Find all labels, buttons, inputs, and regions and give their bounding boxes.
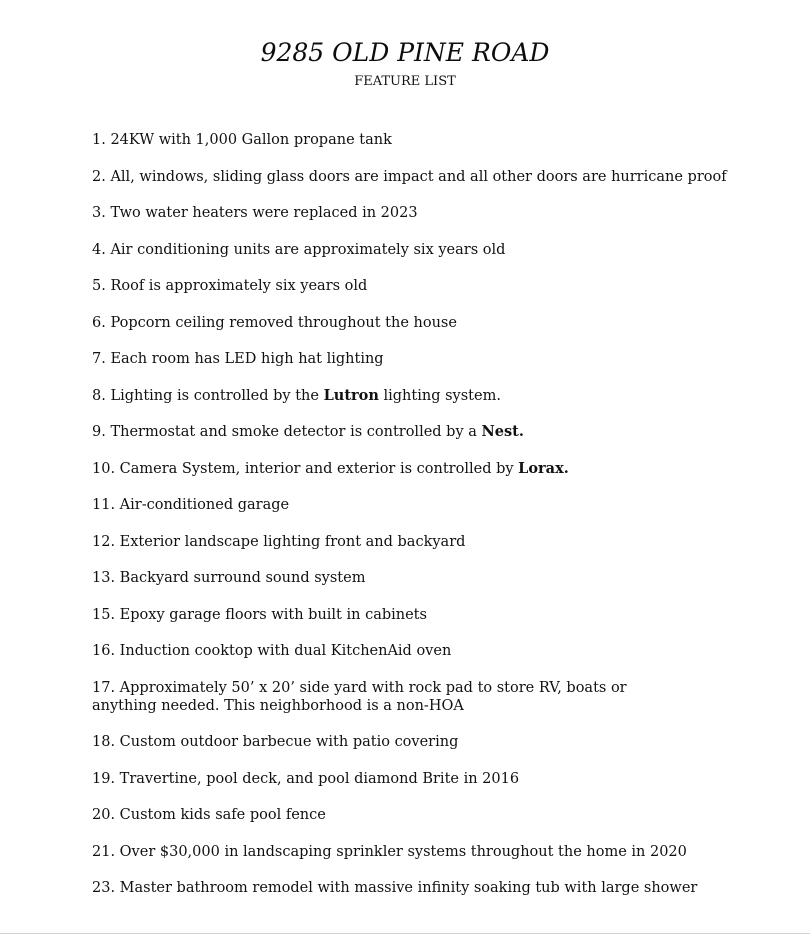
- item-text-pre: Lighting is controlled by the: [110, 387, 324, 404]
- brand-name: Lorax.: [518, 459, 569, 477]
- item-text: Two water heaters were replaced in 2023: [110, 205, 418, 221]
- item-text: Each room has LED high hat lighting: [110, 351, 384, 367]
- item-text: Approximately 50’ x 20’ side yard with rock pad to store RV, boats or anything needed. This neighborhood is a non-HOA: [92, 679, 627, 714]
- item-text: Master bathroom remodel with massive infinity soaking tub with large shower: [119, 880, 698, 896]
- list-item: [92, 806, 732, 824]
- item-text-pre: Thermostat and smoke detector is controlled by a: [110, 424, 482, 440]
- list-item: [92, 733, 732, 751]
- item-number: 1.: [92, 132, 106, 148]
- item-number: 23.: [92, 880, 116, 896]
- item-text: Custom kids safe pool fence: [119, 807, 326, 823]
- brand-name: Nest.: [481, 423, 524, 440]
- item-number: 8.: [92, 387, 106, 404]
- item-number: 12.: [92, 533, 116, 550]
- item-number: 6.: [92, 314, 106, 331]
- item-text-post: lighting system.: [378, 387, 501, 404]
- item-text: Popcorn ceiling removed throughout the house: [110, 314, 457, 331]
- item-text: Air conditioning units are approximately six years old: [110, 241, 506, 258]
- item-text: Epoxy garage floors with built in cabinets: [119, 606, 427, 623]
- item-number: 3.: [92, 205, 106, 221]
- list-item: [92, 314, 732, 332]
- item-text: Induction cooktop with dual KitchenAid oven: [119, 643, 452, 659]
- list-item: [92, 770, 732, 788]
- list-item: [92, 241, 732, 259]
- item-number: 5.: [92, 278, 106, 294]
- brand-name: Lutron: [323, 386, 379, 404]
- item-text: Roof is approximately six years old: [110, 278, 368, 294]
- item-text: Custom outdoor barbecue with patio covering: [119, 734, 459, 750]
- list-item: [92, 569, 732, 587]
- list-item: [92, 460, 732, 478]
- item-number: 7.: [92, 351, 106, 367]
- item-number: 15.: [92, 606, 116, 623]
- feature-list: [92, 131, 732, 897]
- list-item: [92, 679, 692, 715]
- list-item: [92, 423, 732, 441]
- item-number: 10.: [92, 460, 116, 477]
- list-item: [92, 204, 732, 222]
- page-subtitle: FEATURE LIST: [354, 74, 456, 89]
- item-text: Over $30,000 in landscaping sprinkler systems throughout the home in 2020: [119, 843, 687, 860]
- list-item: [92, 168, 732, 186]
- item-text: Travertine, pool deck, and pool diamond Brite in 2016: [119, 770, 520, 787]
- list-item: [92, 387, 732, 405]
- item-number: 4.: [92, 241, 106, 258]
- list-item: [92, 277, 732, 295]
- item-text-pre: Camera System, interior and exterior is controlled by: [119, 460, 519, 477]
- list-item: [92, 843, 732, 861]
- item-number: 21.: [92, 843, 116, 860]
- item-number: 16.: [92, 643, 116, 659]
- list-item: [92, 350, 732, 368]
- list-item: [92, 879, 732, 897]
- list-item: [92, 606, 732, 624]
- item-text: Backyard surround sound system: [119, 570, 366, 586]
- list-item: [92, 496, 732, 514]
- list-item: [92, 533, 732, 551]
- item-text: Exterior landscape lighting front and backyard: [119, 533, 466, 550]
- item-number: 20.: [92, 807, 116, 823]
- item-number: 13.: [92, 570, 116, 586]
- item-number: 11.: [92, 497, 116, 513]
- page-title: 9285 OLD PINE ROAD: [260, 38, 550, 67]
- list-item: [92, 642, 732, 660]
- item-text: Air-conditioned garage: [119, 497, 290, 513]
- item-number: 17.: [92, 679, 116, 696]
- list-item: [92, 131, 732, 149]
- item-number: 18.: [92, 734, 116, 750]
- item-text: All, windows, sliding glass doors are impact and all other doors are hurricane proof: [110, 168, 727, 185]
- item-number: 2.: [92, 168, 106, 185]
- item-number: 9.: [92, 424, 106, 440]
- item-number: 19.: [92, 770, 116, 787]
- item-text: 24KW with 1,000 Gallon propane tank: [110, 132, 392, 148]
